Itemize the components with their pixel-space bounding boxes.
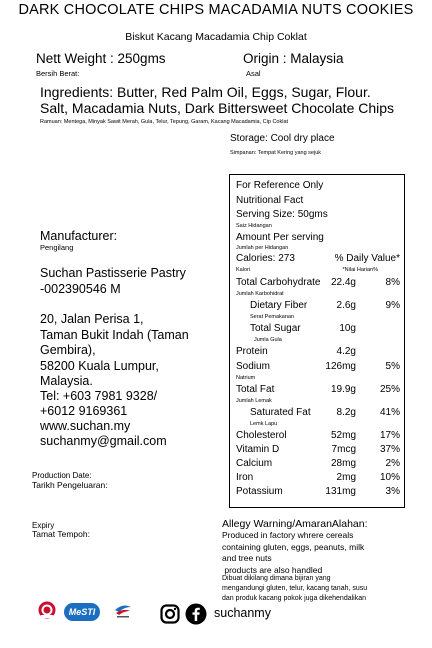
- nutrient-percent: 41%: [379, 407, 400, 418]
- nutrient-percent: 25%: [379, 384, 400, 395]
- nutrient-name: Cholesterol: [236, 430, 287, 441]
- daily-value-header: % Daily Value*: [334, 253, 400, 264]
- nutrition-title: Nutritional Fact: [236, 195, 304, 206]
- nutrient-amount: 2.6g: [336, 300, 356, 311]
- nutrient-row-carbohydrate: [236, 277, 400, 288]
- nutrient-percent: 5%: [385, 361, 400, 372]
- nutrient-name: Calcium: [236, 458, 273, 469]
- nutrient-percent: 3%: [385, 486, 400, 497]
- nutrient-amount: 4.2g: [336, 346, 356, 357]
- nutrient-row-potassium: [236, 486, 400, 497]
- tel-line-1: Tel: +603 7981 9328/: [40, 389, 158, 403]
- nutrient-name: Vitamin D: [236, 444, 280, 455]
- nutrient-malay: Lemk Lapu: [250, 421, 278, 427]
- manufacturer-malay: Pengilang: [40, 243, 74, 252]
- nutrient-row-saturated-fat: [250, 407, 400, 418]
- ingredients-line-1: Ingredients: Butter, Red Palm Oil, Eggs, Sugar, Flour.: [40, 84, 371, 100]
- nutrient-malay: Jumlah Karbohidrat: [236, 291, 284, 297]
- address-line-4: 58200 Kuala Lumpur,: [40, 359, 159, 373]
- product-title: DARK CHOCOLATE CHIPS MACADAMIA NUTS COOKIES: [18, 2, 414, 18]
- nutrient-row-fat: [236, 384, 400, 395]
- storage-malay: Simpanan: Tempat Kering yang sejuk: [230, 150, 322, 156]
- email: suchanmy@gmail.com: [40, 434, 167, 448]
- mesti-logo: MeSTI: [64, 603, 100, 621]
- nutrient-name: Total Carbohydrate: [236, 277, 321, 288]
- expiry-malay: Tamat Tempoh:: [32, 529, 90, 539]
- facebook-icon[interactable]: [185, 603, 207, 625]
- address-line-5: Malaysia.: [40, 374, 93, 388]
- nutrient-amount: 126mg: [325, 361, 356, 372]
- allergy-malay-1: Dibuat dikilang dimana bijiran yang: [222, 575, 331, 582]
- net-weight-malay: Bersih Berat:: [36, 69, 80, 78]
- net-weight: Nett Weight : 250gms: [36, 51, 166, 66]
- calories: Calories: 273: [236, 253, 295, 264]
- address-line-1: 20, Jalan Perisa 1,: [40, 312, 144, 326]
- nutrient-percent: 37%: [379, 444, 400, 455]
- nutrient-amount: 52mg: [330, 430, 356, 441]
- nutrient-name: Iron: [236, 472, 254, 483]
- nutrient-name: Protein: [236, 346, 268, 357]
- tel-line-2: +6012 9169361: [40, 404, 128, 418]
- amount-per-serving: Amount Per serving: [236, 232, 324, 243]
- company-reg: -002390546 M: [40, 282, 121, 296]
- nutrient-row-sugar: [250, 323, 400, 334]
- certification-logo-icon: [113, 603, 133, 619]
- nutrient-malay: Jumlah Lemak: [236, 398, 272, 404]
- nutrient-name: Saturated Fat: [250, 407, 311, 418]
- production-date-malay: Tarikh Pengeluaran:: [32, 480, 108, 490]
- nutrient-row-sodium: [236, 361, 400, 372]
- amount-per-serving-malay: Jumlah per Hidangan: [236, 245, 289, 251]
- allergy-malay-3: dan produk kacang pokok juga dikehendalikan: [222, 595, 366, 602]
- nutrient-percent: 8%: [385, 277, 400, 288]
- nutrient-amount: 131mg: [325, 486, 356, 497]
- nutrient-row-cholesterol: [236, 430, 400, 441]
- nutrient-amount: 7mcg: [331, 444, 356, 455]
- address-line-2: Taman Bukit Indah (Taman: [40, 328, 189, 342]
- nutrition-facts-panel: [229, 174, 405, 508]
- expiry-label: Expiry: [32, 521, 55, 530]
- allergy-line-3: and tree nuts: [222, 553, 272, 563]
- allergy-line-4: products are also handled: [222, 565, 323, 575]
- production-date-label: Production Date:: [32, 471, 92, 480]
- nutrient-malay: Natrium: [236, 375, 256, 381]
- nutrient-name: Dietary Fiber: [250, 300, 308, 311]
- ingredients-line-2: Salt, Macadamia Nuts, Dark Bittersweet Chocolate Chips: [40, 100, 395, 116]
- daily-value-malay: *Nilai Harian%: [342, 267, 378, 273]
- nutrient-row-iron: [236, 472, 400, 483]
- allergy-title: Allegy Warning/AmaranAlahan:: [222, 518, 368, 530]
- nutrient-name: Total Fat: [236, 384, 275, 395]
- website: www.suchan.my: [40, 419, 131, 433]
- origin-malay: Asal: [246, 69, 261, 78]
- nutrient-amount: 8.2g: [336, 407, 356, 418]
- nutrient-row-vitamin-d: [236, 444, 400, 455]
- social-handle[interactable]: suchanmy: [214, 606, 271, 620]
- storage: Storage: Cool dry place: [230, 133, 335, 144]
- nutrient-name: Sodium: [236, 361, 270, 372]
- ingredients-malay: Ramuan: Mentega, Minyak Sawit Merah, Gula, Telur, Tepung, Garam, Kacang Macadamia, Cip Coklat: [40, 119, 289, 125]
- nutrient-row-calcium: [236, 458, 400, 469]
- allergy-line-1: Produced in factory whrere cereals: [222, 530, 354, 540]
- calories-malay: Kalori: [236, 267, 251, 273]
- nutrient-row-protein: [236, 346, 400, 357]
- nutrient-percent: 10%: [379, 472, 400, 483]
- nutrient-malay: Serat Pemakanan: [250, 314, 295, 320]
- nutrient-name: Potassium: [236, 486, 283, 497]
- manufacturer-label: Manufacturer:: [40, 229, 118, 243]
- nutrition-reference: For Reference Only: [236, 180, 324, 191]
- nutrient-row-fiber: [250, 300, 400, 311]
- product-subtitle: Biskut Kacang Macadamia Chip Coklat: [125, 31, 307, 43]
- nutrient-percent: 17%: [379, 430, 400, 441]
- origin: Origin : Malaysia: [243, 51, 344, 66]
- address-line-3: Gembira),: [40, 343, 96, 357]
- nutrient-percent: 2%: [385, 458, 400, 469]
- nutrient-name: Total Sugar: [250, 323, 301, 334]
- allergy-malay-2: mengandungi gluten, telur, kacang tanah, susu: [222, 585, 368, 592]
- nutrient-percent: 9%: [385, 300, 400, 311]
- nutrient-amount: 22.4g: [330, 277, 356, 288]
- serving-size: Serving Size: 50gms: [236, 209, 328, 220]
- halal-logo-icon: [38, 601, 56, 619]
- allergy-line-2: containing gluten, eggs, peanuts, milk: [222, 542, 365, 552]
- nutrient-malay: Jumla Gula: [254, 337, 282, 343]
- nutrient-amount: 10g: [339, 323, 356, 334]
- nutrient-amount: 28mg: [330, 458, 356, 469]
- calories-row: [236, 253, 400, 264]
- nutrient-amount: 2mg: [336, 472, 356, 483]
- nutrient-amount: 19.9g: [330, 384, 356, 395]
- instagram-icon[interactable]: [160, 604, 180, 624]
- serving-size-malay: Saiz Hidangan: [236, 223, 272, 229]
- manufacturer-name: Suchan Pastisserie Pastry: [40, 266, 186, 280]
